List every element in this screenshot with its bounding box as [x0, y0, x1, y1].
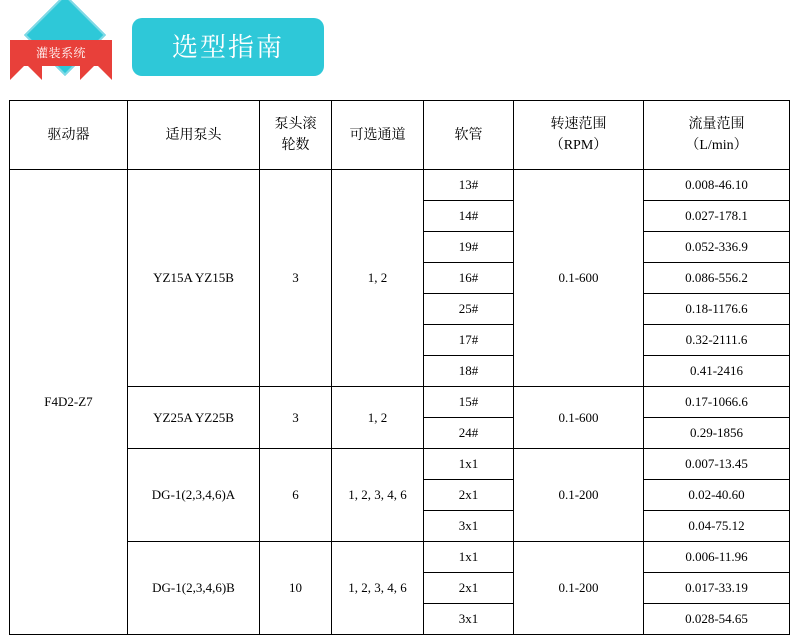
column-header-flow: 流量范围 （L/min）	[644, 101, 790, 170]
column-header-tube: 软管	[424, 101, 514, 170]
cell-tube: 14#	[424, 201, 514, 232]
cell-driver: F4D2-Z7	[10, 170, 128, 635]
cell-flow: 0.41-2416	[644, 356, 790, 387]
cell-flow: 0.006-11.96	[644, 542, 790, 573]
cell-rollers: 3	[260, 170, 332, 387]
cell-tube: 17#	[424, 325, 514, 356]
page-header	[0, 0, 800, 100]
cell-flow: 0.028-54.65	[644, 604, 790, 635]
cell-channels: 1, 2	[332, 170, 424, 387]
cell-flow: 0.086-556.2	[644, 263, 790, 294]
page-title: 选型指南	[171, 32, 284, 62]
cell-pump-head: YZ25A YZ25B	[128, 387, 260, 449]
cell-tube: 3x1	[424, 604, 514, 635]
cell-speed: 0.1-200	[514, 542, 644, 635]
column-header-pump-head: 适用泵头	[128, 101, 260, 170]
cell-tube: 16#	[424, 263, 514, 294]
cell-tube: 1x1	[424, 449, 514, 480]
column-header-speed: 转速范围 （RPM）	[514, 101, 644, 170]
cell-flow: 0.32-2111.6	[644, 325, 790, 356]
cell-flow: 0.008-46.10	[644, 170, 790, 201]
title-banner	[132, 18, 324, 76]
cell-speed: 0.1-600	[514, 387, 644, 449]
table-row	[10, 170, 790, 201]
cell-flow: 0.02-40.60	[644, 480, 790, 511]
cell-tube: 24#	[424, 418, 514, 449]
cell-tube: 2x1	[424, 480, 514, 511]
cell-pump-head: YZ15A YZ15B	[128, 170, 260, 387]
cell-rollers: 3	[260, 387, 332, 449]
cell-tube: 13#	[424, 170, 514, 201]
cell-channels: 1, 2, 3, 4, 6	[332, 542, 424, 635]
ribbon-badge	[10, 6, 112, 98]
cell-tube: 15#	[424, 387, 514, 418]
cell-flow: 0.052-336.9	[644, 232, 790, 263]
cell-rollers: 10	[260, 542, 332, 635]
cell-speed: 0.1-600	[514, 170, 644, 387]
cell-tube: 25#	[424, 294, 514, 325]
table-header-row	[10, 101, 790, 170]
cell-tube: 18#	[424, 356, 514, 387]
cell-flow: 0.29-1856	[644, 418, 790, 449]
ribbon-tail-left	[10, 64, 42, 80]
ribbon-label: 灌装系统	[35, 46, 86, 60]
selection-guide-table	[9, 100, 790, 635]
column-header-driver: 驱动器	[10, 101, 128, 170]
cell-flow: 0.007-13.45	[644, 449, 790, 480]
cell-flow: 0.017-33.19	[644, 573, 790, 604]
cell-flow: 0.18-1176.6	[644, 294, 790, 325]
cell-pump-head: DG-1(2,3,4,6)A	[128, 449, 260, 542]
cell-tube: 19#	[424, 232, 514, 263]
cell-tube: 2x1	[424, 573, 514, 604]
cell-flow: 0.17-1066.6	[644, 387, 790, 418]
cell-rollers: 6	[260, 449, 332, 542]
cell-speed: 0.1-200	[514, 449, 644, 542]
cell-channels: 1, 2, 3, 4, 6	[332, 449, 424, 542]
column-header-rollers: 泵头滚 轮数	[260, 101, 332, 170]
ribbon-tail-right	[80, 64, 112, 80]
cell-flow: 0.027-178.1	[644, 201, 790, 232]
cell-flow: 0.04-75.12	[644, 511, 790, 542]
cell-tube: 3x1	[424, 511, 514, 542]
cell-channels: 1, 2	[332, 387, 424, 449]
cell-tube: 1x1	[424, 542, 514, 573]
column-header-channels: 可选通道	[332, 101, 424, 170]
cell-pump-head: DG-1(2,3,4,6)B	[128, 542, 260, 635]
